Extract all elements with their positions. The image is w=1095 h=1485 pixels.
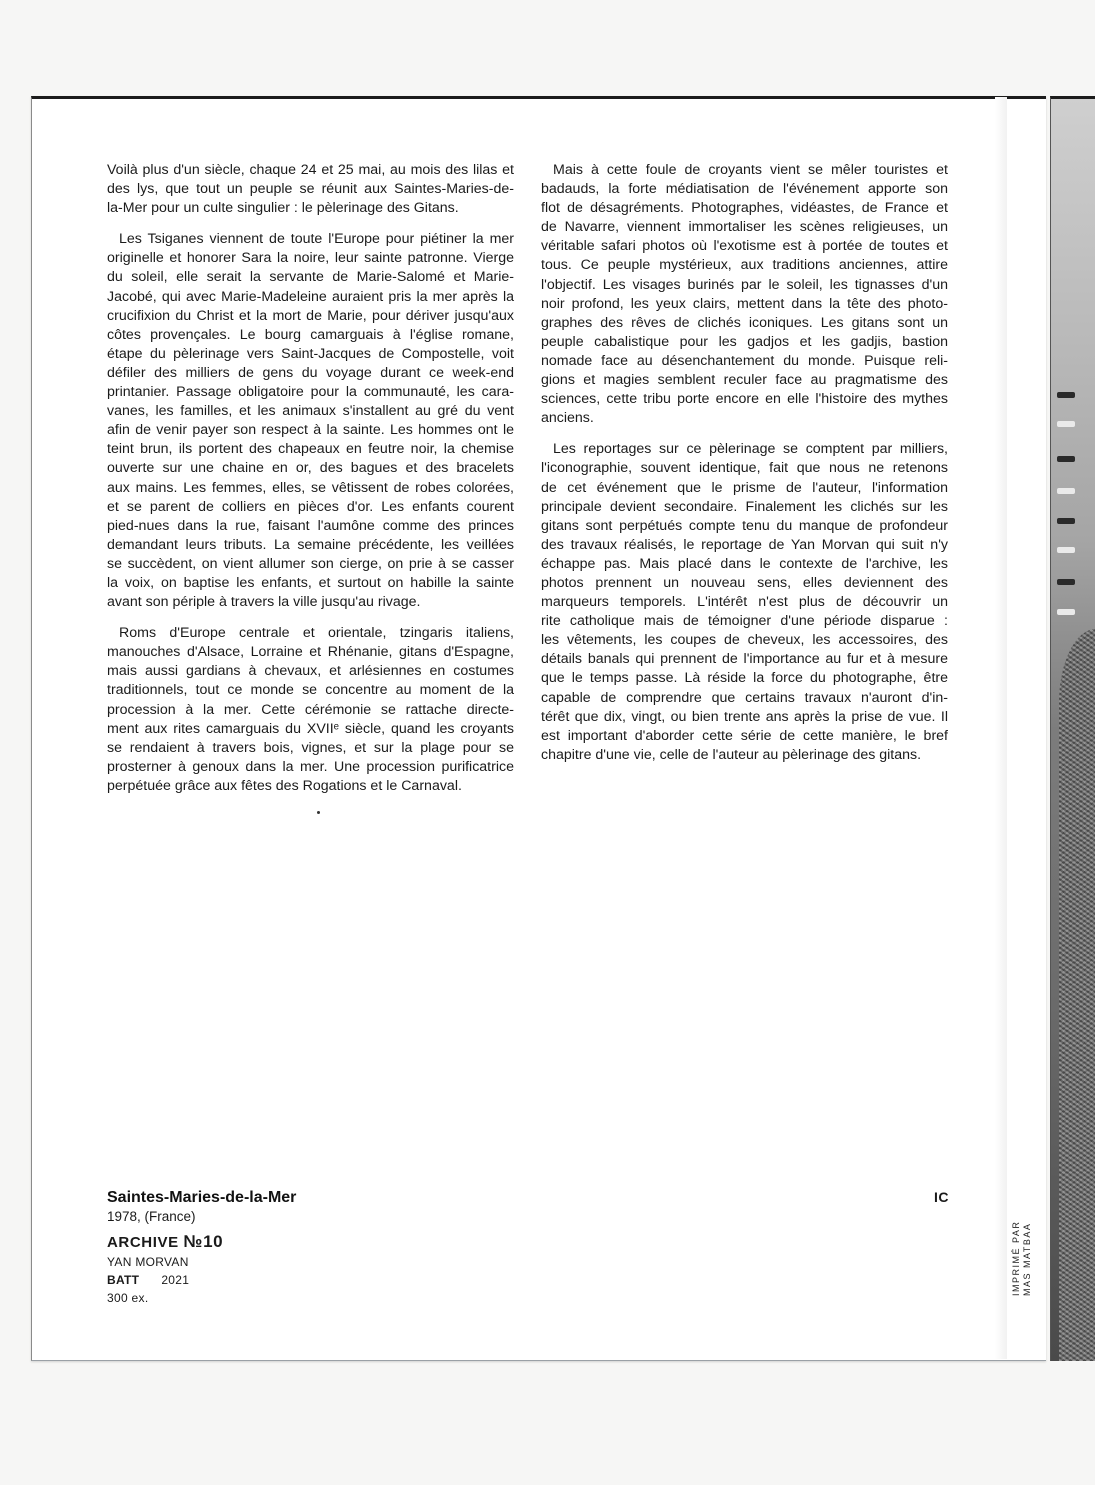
- page-gutter-shadow: [995, 97, 1007, 1359]
- text-line: sciences, cette tribu porte encore en elle l'histoire des mythes: [541, 391, 948, 408]
- text-line: et se parent de colliers en pièces d'or. Les enfants courent: [107, 498, 514, 515]
- printer-credit-line-1: IMPRIMÉ PAR: [1011, 1220, 1021, 1296]
- text-line: principale devient secondaire. Finalement les clichés sur les: [541, 498, 948, 515]
- text-line: manouches d'Alsace, Lorraine et Rhénanie, gitans d'Espagne,: [107, 644, 514, 661]
- printer-credit-line-2: MAS MATBAA: [1022, 1222, 1032, 1296]
- text-line: Jacobé, qui avec Marie-Madeleine auraient pris la mer après la: [107, 288, 514, 305]
- text-line: de Navarre, viennent immortaliser les scènes religieuses, un: [541, 219, 948, 236]
- text-line: afin de venir payer son respect à la sainte. Les hommes ont le: [107, 422, 514, 439]
- text-line: capable de comprendre que certains travaux n'auront d'in-: [541, 689, 948, 706]
- photo-detail: [1057, 547, 1075, 553]
- photo-detail: [1057, 488, 1075, 494]
- photo-detail: [1057, 456, 1075, 462]
- publisher-line: [107, 1271, 296, 1289]
- edition-count: 300 ex.: [107, 1291, 149, 1305]
- text-line: flot de désagréments. Photographes, vidéastes, de France et: [541, 200, 948, 217]
- text-line: printanier. Passage obligatoire pour la communauté, les cara-: [107, 384, 514, 401]
- text-line: avant son périple à travers la ville jusqu'au rivage.: [107, 594, 421, 611]
- article-paragraph: [541, 161, 948, 428]
- photo-detail: [1057, 518, 1075, 524]
- text-line: traditionnels, tout ce monde se concentre au moment de la: [107, 682, 514, 699]
- text-line: perpétuée grâce aux fêtes des Rogations et le Carnaval.: [107, 777, 462, 794]
- text-line: demandant leurs tributs. La semaine précédente, les veillées: [107, 536, 514, 553]
- text-line: l'objectif. Les visages burinés par le soleil, les tignasses d'un: [541, 276, 948, 293]
- article-column-left: [107, 161, 514, 808]
- article-paragraph: [107, 624, 514, 796]
- text-line: détails banals qui prennent de l'importance au fur et à mesure: [541, 651, 948, 668]
- printer-credit: [1011, 1221, 1033, 1296]
- archive-number-sign: №: [183, 1232, 204, 1251]
- photo-detail: [1057, 609, 1075, 615]
- text-line: côtes provençales. Le bourg camarguais à l'église romane,: [107, 326, 514, 343]
- text-line: nomade face au désenchantement du monde. Puisque reli-: [541, 352, 948, 369]
- text-line: la voix, on baptise les enfants, et surtout on habille la sainte: [107, 574, 514, 591]
- text-line: vanes, les familles, et les animaux s'installent au gré du vent: [107, 403, 514, 420]
- article-paragraph: [107, 161, 514, 218]
- photo-series-title: Saintes-Maries-de-la-Mer: [107, 1189, 297, 1206]
- text-line: badauds, la forte médiatisation de l'événement apporte son: [541, 181, 948, 198]
- author-name: YAN MORVAN: [107, 1255, 189, 1269]
- photo-series-date-place: 1978, (France): [107, 1209, 196, 1224]
- text-line: originelle et honorer Sara la noire, leur sainte patronne. Vierge: [107, 250, 514, 267]
- text-line: ment aux rites camarguais du XVIIᵉ siècle, quand les croyants: [107, 720, 514, 737]
- article-column-right: [541, 161, 948, 777]
- text-line: véritable safari photos où l'exotisme est à portée de toutes et: [541, 238, 948, 255]
- photo-detail: [1057, 392, 1075, 398]
- text-line: défiler des milliers de gens du voyage durant ce week-end: [107, 364, 514, 381]
- text-line: est important d'aborder cette série de cette manière, le bref: [541, 727, 948, 744]
- text-line: Voilà plus d'un siècle, chaque 24 et 25 mai, au mois des lilas et: [107, 162, 514, 178]
- photo-detail: [1057, 579, 1075, 585]
- text-line: tous. Ce peuple mystérieux, aux traditions anciennes, attire: [541, 257, 948, 274]
- text-line: du soleil, elle serait la servante de Marie-Salomé et Marie-: [107, 269, 514, 286]
- text-line: pied-nues dans la rue, faisant l'aumône comme des princes: [107, 517, 514, 534]
- archive-label: ARCHIVE: [107, 1234, 179, 1251]
- text-line: térêt que dix, vingt, ou bien trente ans après la prise de vue. Il: [541, 708, 948, 725]
- adjacent-photo-edge: [1050, 96, 1095, 1361]
- archive-number-value: 10: [203, 1232, 224, 1251]
- text-line: les vêtements, les coupes de cheveux, les accessoires, des: [541, 632, 948, 649]
- photo-knit-texture: [1059, 629, 1095, 1361]
- text-line: Mais à cette foule de croyants vient se mêler touristes et: [553, 162, 948, 178]
- photo-detail: [1057, 421, 1075, 427]
- text-line: échappe pas. Mais placé dans le contexte de l'archive, les: [541, 555, 948, 572]
- text-line: teint brun, ils portent des chapeaux en feutre noir, la chemise: [107, 441, 514, 458]
- text-line: se succèdent, on vient allumer son cierge, on prie à se casser: [107, 555, 514, 572]
- text-line: se rendaient à travers bois, vignes, et sur la plage pour se: [107, 739, 514, 756]
- text-line: Les reportages sur ce pèlerinage se comptent par milliers,: [553, 441, 948, 458]
- page-folio: IC: [934, 1189, 949, 1205]
- text-line: crucifixion du Christ et la mort de Marie, pour dériver jusqu'aux: [107, 307, 514, 324]
- text-line: gions et magies semblent reculer face au pragmatisme des: [541, 372, 948, 389]
- text-line: graphes des rêves de clichés iconiques. Les gitans sont un: [541, 314, 948, 331]
- text-line: gitans sont perpétués compte tenu du manque de profondeur: [541, 517, 948, 534]
- article-paragraph: [541, 440, 948, 765]
- text-line: rite catholique mais de témoigner d'une période disparue :: [541, 613, 948, 630]
- text-line: anciens.: [541, 410, 594, 427]
- text-line: de cet événement que le prisme de l'auteur, l'information: [541, 479, 948, 496]
- text-line: peuple cabalistique pour les gadjos et les gadjis, bastion: [541, 333, 948, 350]
- text-line: étape du pèlerinage vers Saint-Jacques de Compostelle, voit: [107, 345, 514, 362]
- publisher-name: BATT: [107, 1273, 140, 1287]
- text-line: mais aussi gardians à chevaux, et arlésiennes en costumes: [107, 663, 514, 680]
- text-line: des lys, que tout un peuple se réunit aux Saintes-Maries-de-: [107, 181, 514, 198]
- text-line: prosterner à genoux dans la mer. Une procession purificatrice: [107, 758, 514, 775]
- text-line: Roms d'Europe centrale et orientale, tzingaris italiens,: [119, 625, 514, 642]
- article-paragraph: [107, 230, 514, 612]
- text-line: procession à la mer. Cette cérémonie se rattache directe-: [107, 701, 514, 718]
- text-line: Les Tsiganes viennent de toute l'Europe pour piétiner la mer: [119, 231, 514, 248]
- text-line: chapitre d'une vie, celle de l'auteur au pèlerinage des gitans.: [541, 746, 922, 763]
- text-line: aux mains. Les femmes, elles, se vêtissent de robes colorées,: [107, 479, 514, 496]
- text-line: photos prennent un nouveau sens, elles deviennent des: [541, 574, 948, 591]
- colophon: [107, 1188, 296, 1307]
- text-line: l'iconographie, souvent identique, fait que nous ne retenons: [541, 460, 948, 477]
- text-line: que le temps passe. Là réside la force du photographe, être: [541, 670, 948, 687]
- text-line: marqueurs temporels. L'intérêt n'est plus de découvrir un: [541, 594, 948, 611]
- text-line: des travaux réalisés, le reportage de Yan Morvan qui suit n'y: [541, 536, 948, 553]
- print-speck: [317, 811, 320, 814]
- archive-number: [107, 1232, 296, 1253]
- publication-year: 2021: [161, 1273, 190, 1287]
- text-line: la-Mer pour un culte singulier : le pèlerinage des Gitans.: [107, 200, 459, 217]
- text-line: noir profond, les yeux clairs, mettent dans la tête des photo-: [541, 295, 948, 312]
- text-line: ouverte sur une chaine en or, des bagues et des bracelets: [107, 460, 514, 477]
